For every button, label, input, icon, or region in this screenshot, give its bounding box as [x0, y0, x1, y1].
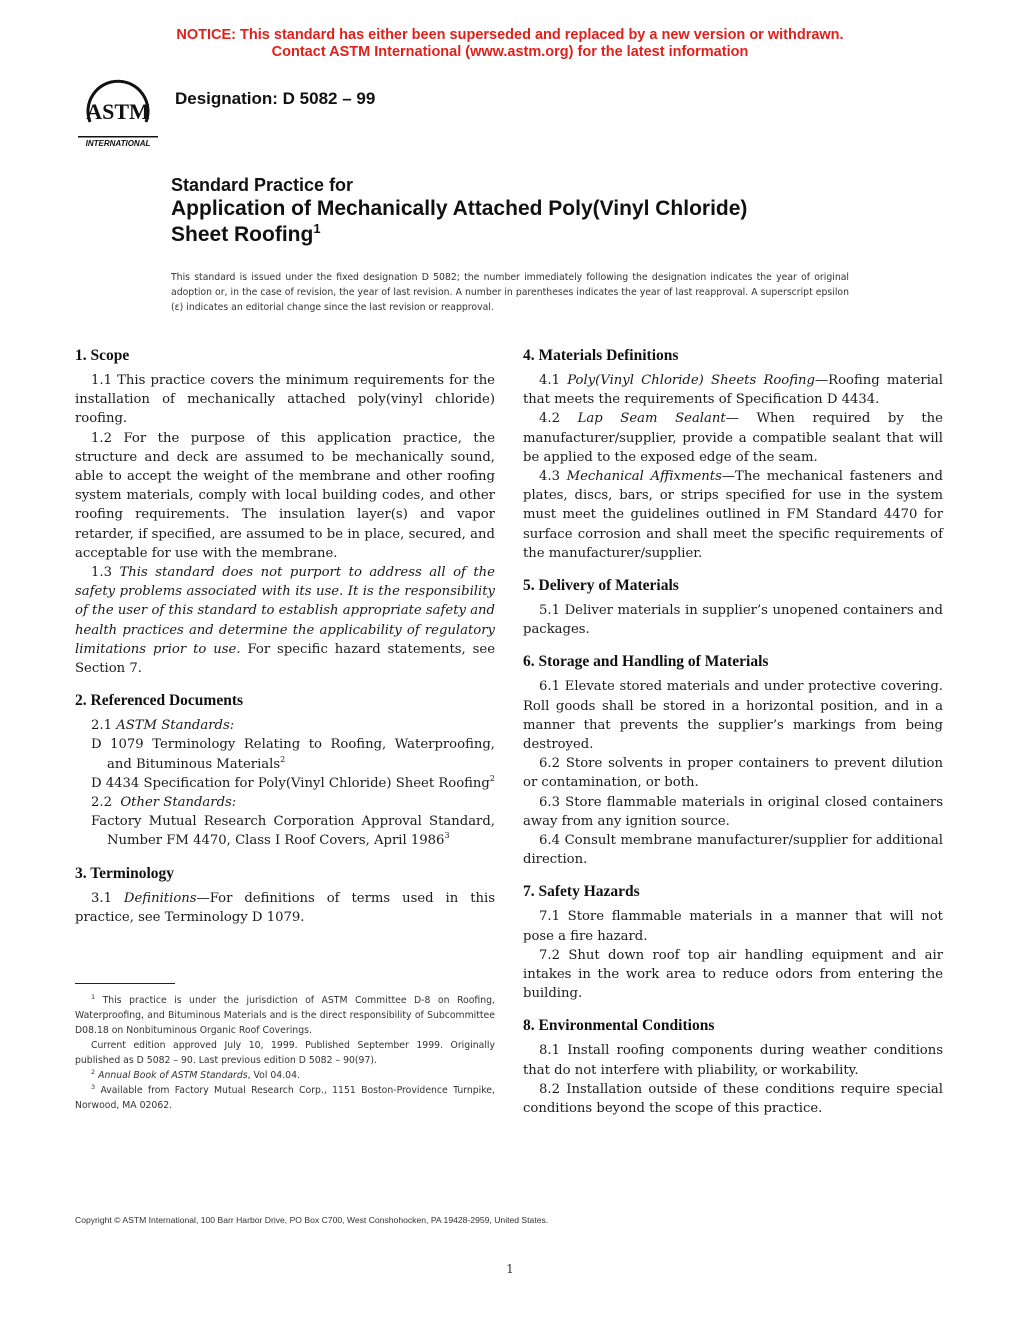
footnote-1-text: This practice is under the jurisdiction of ASTM Committee D-8 on Roofing, Waterproofing, and Bituminous Materials and is the direct responsibility of Subcommittee D08.18 on Nonbituminous Organic Roof Coverings. [75, 995, 495, 1036]
footnote-1-mark: 1 [91, 993, 96, 1001]
section-heading-scope: 1. Scope [75, 347, 130, 364]
ref-d1079-mark: 2 [280, 754, 286, 764]
page-number: 1 [506, 1262, 514, 1276]
para-4-2 [523, 409, 943, 467]
para-5-1: 5.1 Deliver materials in supplier’s unopened containers and packages. [523, 603, 943, 638]
footnote-3-mark: 3 [91, 1083, 96, 1091]
section-heading-safety: 7. Safety Hazards [523, 883, 640, 901]
title-line-2 [171, 222, 747, 248]
ref-d1079-text: D 1079 Terminology Relating to Roofing, Waterproofing, and Bituminous Materials [91, 737, 495, 772]
ref-d4434-mark: 2 [489, 773, 495, 783]
title-kicker: Standard Practice for [171, 175, 354, 195]
para-3-1-num: 3.1 [91, 890, 112, 906]
para-1-3-rest: For specific hazard statements, see Section 7. [75, 641, 495, 677]
footnote-1 [75, 993, 495, 1038]
footnote-2-rest: , Vol 04.04. [247, 1070, 300, 1081]
title-footnote-mark: 1 [313, 221, 321, 236]
issuance-note: This standard is issued under the fixed designation D 5082; the number immediately following the designation indicates the year of original adoption or, in the case of revision, the year of last revision. A number in parentheses indicates the year of last reapproval. A superscript epsilon (ε) indicates an editorial change since the last revision or reapproval. [171, 272, 849, 313]
footnotes [75, 993, 495, 1113]
para-4-2-num: 4.2 [539, 411, 560, 427]
para-4-3-rest: —The mechanical fasteners and plates, discs, bars, or strips specified for use in the system must meet the guidelines outlined in FM Standard 4470 for surface corrosion and shall meet the specific requirements of the manufacturer/supplier. [523, 469, 943, 561]
logo-letters: ASTM [86, 99, 150, 124]
para-4-1-num: 4.1 [539, 373, 560, 388]
para-8-1: 8.1 Install roofing components during weather conditions that do not interfere with pliability, or workability. [523, 1043, 943, 1078]
para-4-3-num: 4.3 [539, 469, 560, 485]
para-7-1: 7.1 Store flammable materials in a manner that will not pose a fire hazard. [523, 909, 943, 944]
withdrawal-notice [0, 27, 1020, 61]
section-heading-storage: 6. Storage and Handling of Materials [523, 653, 769, 671]
right-column [523, 346, 943, 1118]
para-4-1 [523, 371, 943, 409]
section-heading-referenced: 2. Referenced Documents [75, 692, 244, 710]
para-2-2-label: Other Standards: [120, 795, 237, 811]
para-6-3: 6.3 Store flammable materials in original closed containers away from any ignition source. [523, 794, 943, 829]
para-1-1: 1.1 This practice covers the minimum requirements for the installation of mechanically attached poly(vinyl chloride) roofing. [75, 373, 495, 427]
para-4-3 [523, 467, 943, 563]
para-1-2: 1.2 For the purpose of this application practice, the structure and deck are assumed to be mechanically sound, able to accept the weight of the membrane and other roofing system materials, comply with local building codes, and other roofing requirements. The insulation layer(s) and vapor retarder, if specified, are assumed to be in place, secured, and acceptable for use with the membrane. [75, 430, 495, 561]
ref-fm4470-text: Factory Mutual Research Corporation Approval Standard, Number FM 4470, Class I Roof Covers, April 1986 [91, 814, 495, 849]
para-6-1: 6.1 Elevate stored materials and under protective covering. Roll goods shall be stored in a horizontal position, and in a manner that prevents the supplier’s markings from being destroyed. [523, 679, 943, 753]
copyright: Copyright © ASTM International, 100 Barr Harbor Drive, PO Box C700, West Conshohocken, PA 19428-2959, United States. [75, 1215, 549, 1225]
footnote-3-text: Available from Factory Mutual Research Corp., 1151 Boston-Providence Turnpike, Norwood, MA 02062. [75, 1085, 495, 1111]
para-1-3-italic: This standard does not purport to address all of the safety problems associated with its use. It is the responsibility of the user of this standard to establish appropriate safety and health practices and determine the applicability of regulatory limitations prior to use. [75, 565, 495, 657]
ref-d1079 [91, 735, 495, 773]
para-4-2-term: Lap Seam Sealant [577, 411, 726, 427]
para-2-2 [75, 793, 495, 812]
ref-d4434-text: D 4434 Specification for Poly(Vinyl Chloride) Sheet Roofing [91, 775, 490, 791]
para-4-3-term: Mechanical Affixments [566, 469, 722, 485]
para-8-2: 8.2 Installation outside of these conditions require special conditions beyond the scope of this practice. [523, 1081, 943, 1117]
footnote-2-mark: 2 [91, 1068, 96, 1076]
para-4-1-rest: —Roofing material that meets the requirements of Specification D 4434. [523, 373, 943, 408]
para-3-1-term: Definitions [123, 890, 197, 906]
footnote-2-italic: Annual Book of ASTM Standards [98, 1070, 248, 1081]
footnote-3 [75, 1083, 495, 1113]
astm-logo-icon [76, 74, 160, 150]
title-line-2-text: Sheet Roofing [171, 223, 314, 246]
footnote-1-edition: Current edition approved July 10, 1999. Published September 1999. Originally published as D 5082 – 90. Last previous edition D 5082 – 90(97). [75, 1040, 495, 1066]
para-1-3-num: 1.3 [91, 565, 112, 581]
ref-fm4470 [91, 812, 495, 850]
notice-line-2: Contact ASTM International (www.astm.org) for the latest information [271, 44, 749, 60]
para-3-1 [75, 889, 495, 927]
para-2-1 [75, 716, 495, 735]
footnote-divider [75, 983, 175, 984]
left-column [75, 346, 495, 927]
para-2-1-label: ASTM Standards: [116, 718, 235, 734]
para-3-1-rest: —For definitions of terms used in this practice, see Terminology D 1079. [75, 890, 495, 925]
section-heading-delivery: 5. Delivery of Materials [523, 577, 679, 595]
para-6-2: 6.2 Store solvents in proper containers to prevent dilution or contamination, or both. [523, 756, 943, 791]
section-heading-terminology: 3. Terminology [75, 864, 175, 882]
notice-line-1: NOTICE: This standard has either been superseded and replaced by a new version or withdrawn. [176, 27, 844, 43]
footnote-2 [75, 1068, 495, 1083]
section-heading-environmental: 8. Environmental Conditions [523, 1017, 715, 1035]
ref-fm4470-mark: 3 [444, 831, 450, 841]
para-4-2-rest: — When required by the manufacturer/supplier, provide a compatible sealant that will be applied to the exposed edge of the seam. [523, 411, 943, 465]
para-6-4: 6.4 Consult membrane manufacturer/supplier for additional direction. [523, 833, 943, 868]
title-line-1: Application of Mechanically Attached Poly(Vinyl Chloride) [171, 197, 748, 220]
para-1-3 [75, 563, 495, 678]
logo-subtitle: INTERNATIONAL [85, 139, 151, 148]
para-4-1-term: Poly(Vinyl Chloride) Sheets Roofing [567, 373, 815, 388]
ref-d4434 [91, 774, 495, 793]
document-title [171, 174, 747, 248]
para-2-1-num: 2.1 [91, 718, 112, 734]
para-2-2-num: 2.2 [91, 795, 112, 811]
designation: Designation: D 5082 – 99 [175, 89, 376, 108]
section-heading-materials: 4. Materials Definitions [523, 347, 679, 364]
para-7-2: 7.2 Shut down roof top air handling equipment and air intakes in the work area to reduce odors from entering the building. [523, 947, 943, 1002]
